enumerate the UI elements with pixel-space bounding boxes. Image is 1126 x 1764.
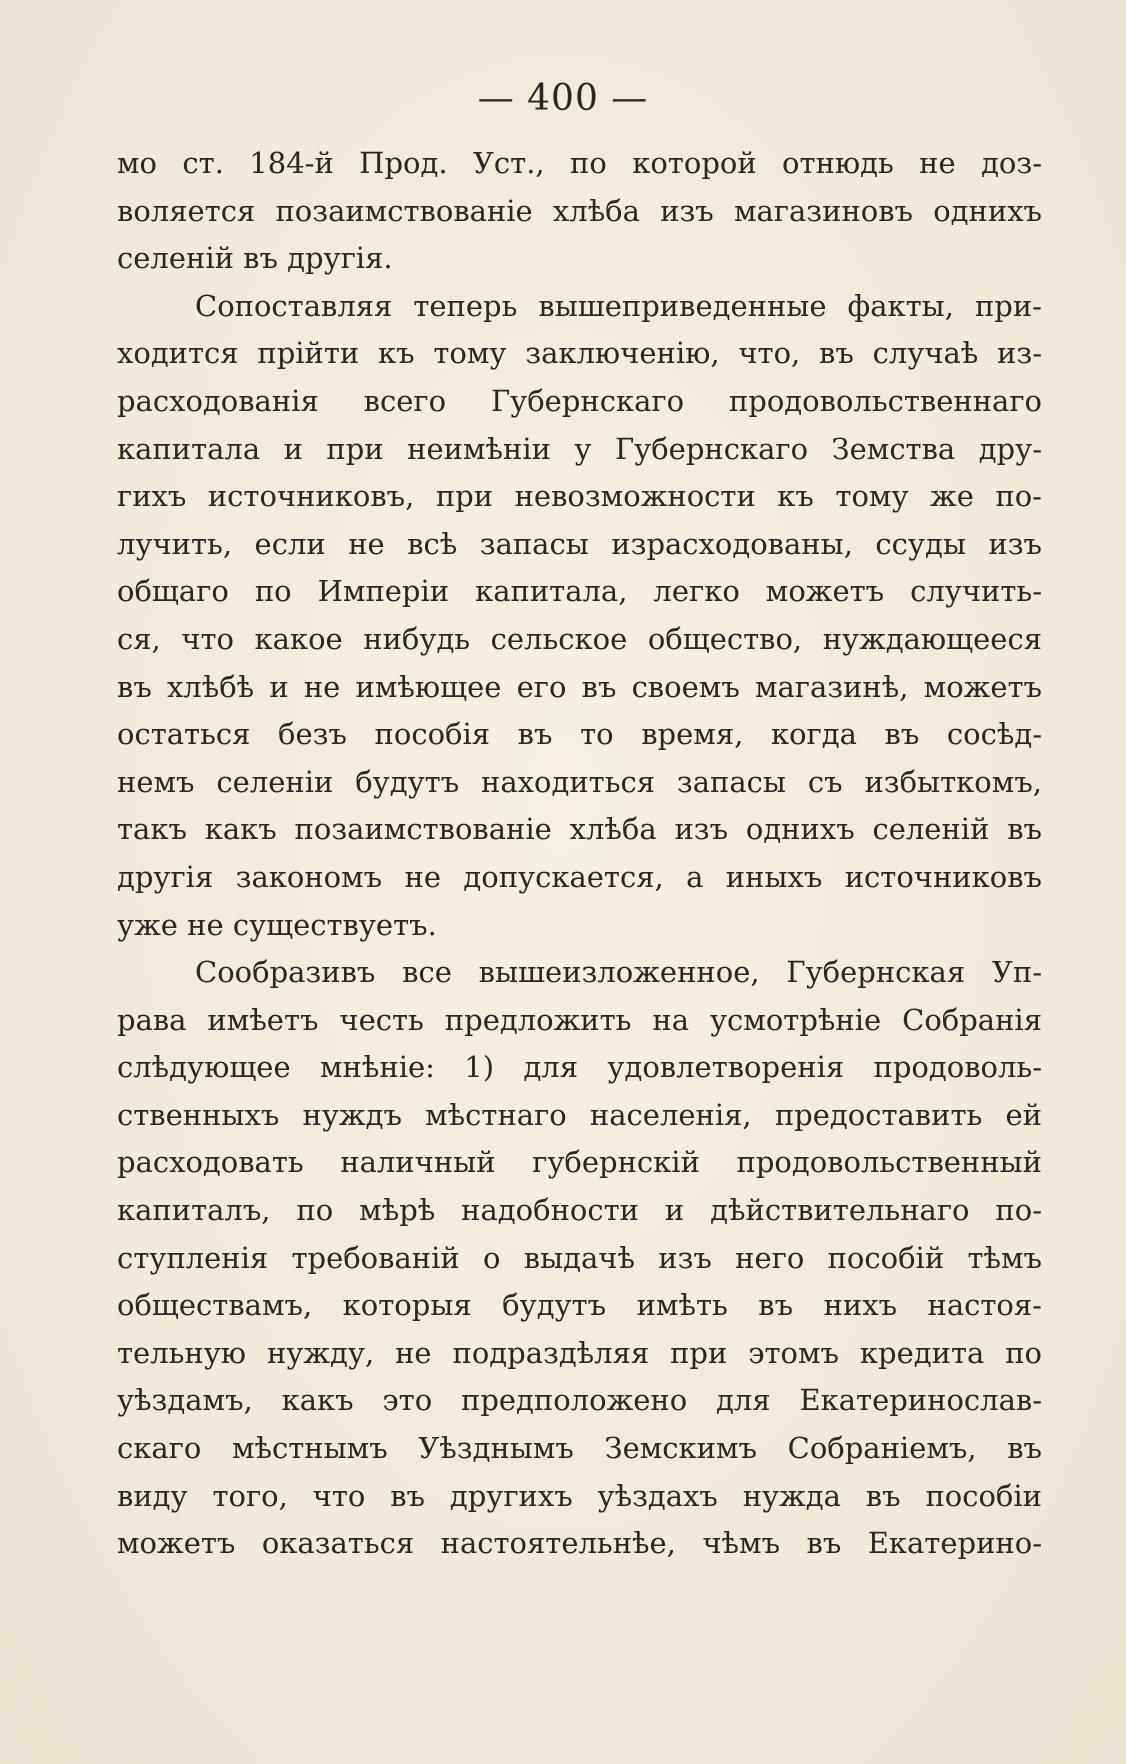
text-line: слѣдующее мнѣніе: 1) для удовлетворенія продоволь- bbox=[117, 1050, 1042, 1085]
text-line: остаться безъ пособія въ то время, когда въ сосѣд- bbox=[117, 717, 1042, 752]
page-number: — 400 — bbox=[477, 78, 649, 119]
text-line: общаго по Имперіи капитала, легко можетъ случить- bbox=[117, 574, 1042, 609]
text-line: капитала и при неимѣніи у Губернскаго Земства дру- bbox=[117, 431, 1042, 466]
text-line: расходовать наличный губернскій продовольственный bbox=[117, 1145, 1042, 1180]
text-line: ственныхъ нуждъ мѣстнаго населенія, предоставить ей bbox=[117, 1097, 1042, 1132]
text-line: Сопоставляя теперь вышеприведенные факты, при- bbox=[195, 288, 1042, 323]
text-line: уже не существуетъ. bbox=[117, 907, 437, 942]
text-line: тельную нужду, не подраздѣляя при этомъ кредита по bbox=[117, 1335, 1042, 1370]
text-line: другія закономъ не допускается, а иныхъ источниковъ bbox=[117, 859, 1042, 894]
text-line: расходованія всего Губернскаго продовольственнаго bbox=[117, 383, 1042, 418]
text-line: ся, что какое нибудь сельское общество, нуждающееся bbox=[117, 621, 1042, 656]
text-line: немъ селеніи будутъ находиться запасы съ избыткомъ, bbox=[117, 764, 1042, 799]
text-line: скаго мѣстнымъ Уѣзднымъ Земскимъ Собраніемъ, въ bbox=[117, 1431, 1042, 1466]
text-line: Сообразивъ все вышеизложенное, Губернская Уп- bbox=[195, 955, 1042, 990]
text-line: лучить, если не всѣ запасы израсходованы, ссуды изъ bbox=[117, 526, 1042, 561]
text-line: селеній въ другія. bbox=[117, 241, 393, 276]
body-text bbox=[117, 140, 1042, 1568]
text-line: обществамъ, которыя будутъ имѣть въ нихъ настоя- bbox=[117, 1288, 1042, 1323]
text-line: капиталъ, по мѣрѣ надобности и дѣйствительнаго по- bbox=[117, 1193, 1042, 1228]
text-line: такъ какъ позаимствованіе хлѣба изъ однихъ селеній въ bbox=[117, 812, 1042, 847]
text-line: можетъ оказаться настоятельнѣе, чѣмъ въ Екатерино- bbox=[117, 1526, 1042, 1561]
text-line: уѣздамъ, какъ это предположено для Екатеринослав- bbox=[117, 1383, 1042, 1418]
text-line: воляется позаимствованіе хлѣба изъ магазиновъ однихъ bbox=[117, 193, 1042, 228]
text-line: мо ст. 184-й Прод. Уст., по которой отнюдь не доз- bbox=[117, 146, 1042, 180]
text-line: виду того, что въ другихъ уѣздахъ нужда въ пособіи bbox=[117, 1478, 1042, 1513]
text-line: ступленія требованій о выдачѣ изъ него пособій тѣмъ bbox=[117, 1240, 1042, 1275]
text-line: гихъ источниковъ, при невозможности къ тому же по- bbox=[117, 479, 1042, 514]
text-line: рава имѣетъ честь предложить на усмотрѣніе Собранія bbox=[117, 1002, 1042, 1037]
text-line: въ хлѣбѣ и не имѣющее его въ своемъ магазинѣ, можетъ bbox=[117, 669, 1042, 704]
text-line: ходится прійти къ тому заключенію, что, въ случаѣ из- bbox=[117, 336, 1042, 371]
